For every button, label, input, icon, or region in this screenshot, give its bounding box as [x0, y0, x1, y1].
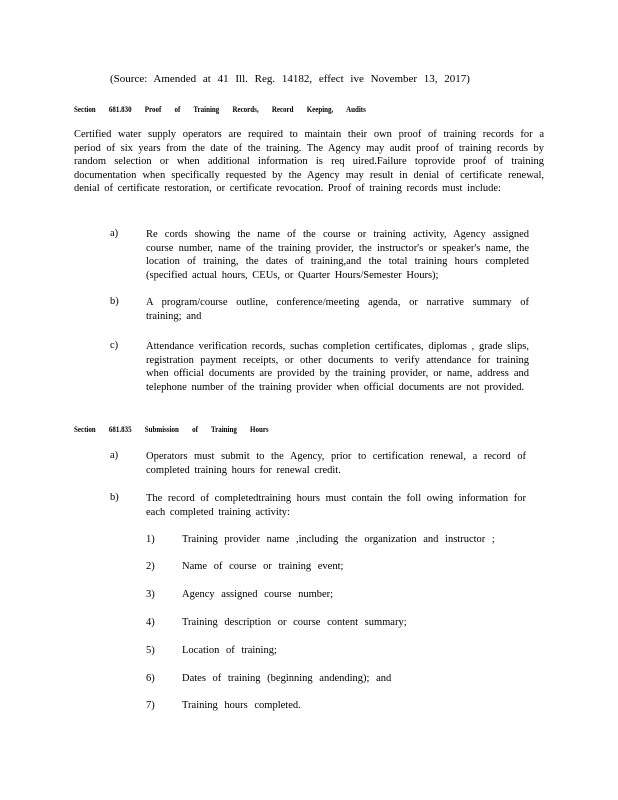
numbered-item-label: 7)	[146, 700, 155, 711]
numbered-item-label: 6)	[146, 673, 155, 684]
numbered-item-text: Name of course or training event;	[182, 561, 344, 572]
numbered-item-text: Training description or course content summary;	[182, 617, 407, 628]
list-item-label: a)	[110, 228, 119, 239]
numbered-item-label: 2)	[146, 561, 155, 572]
numbered-item-text: Dates of training (beginning andending); and	[182, 673, 392, 684]
list-item-label: b)	[110, 492, 119, 503]
list-item-label: c)	[110, 340, 119, 351]
list-item-text: A program/course outline, conference/meeting agenda, or narrative summary of training; and	[146, 297, 529, 322]
numbered-item-text: Training hours completed.	[182, 700, 301, 711]
list-item-text: The record of completedtraining hours must contain the foll owing information for each completed training activity:	[146, 493, 526, 518]
list-item-label: b)	[110, 296, 119, 307]
section-681-830-heading: Section 681.830 Proof of Training Records, Record Keeping, Audits	[74, 104, 366, 114]
numbered-item-text: Location of training;	[182, 645, 277, 656]
numbered-item-label: 4)	[146, 617, 155, 628]
list-item-label: a)	[110, 450, 119, 461]
numbered-item-label: 3)	[146, 589, 155, 600]
numbered-item-label: 1)	[146, 534, 155, 545]
section-681-830-paragraph: Certified water supply operators are required to maintain their own proof of training records for a period of six years from the date of the training. The Agency may audit proof of training records by random selection or when additional information is req uired.Failure toprovide proof of training documentation when specifically requested by the Agency may result in denial of certificate renewal, denial of certificate restoration, or certificate revocation. Proof of training records must include:	[74, 129, 544, 194]
numbered-item-text: Agency assigned course number;	[182, 589, 334, 600]
numbered-item-text: Training provider name ,including the organization and instructor ;	[182, 534, 495, 545]
source-note: (Source: Amended at 41 Ill. Reg. 14182, effect ive November 13, 2017)	[110, 73, 470, 85]
list-item-text: Attendance verification records, suchas completion certificates, diplomas , grade slips, registration payment receipts, or other documents to verify attendance for training when official documents are provided by the training provider, or name, address and telephone number of the training provider when official documents are not provided.	[146, 341, 529, 393]
list-item-text: Re cords showing the name of the course or training activity, Agency assigned course number, name of the training provider, the instructor's or speaker's name, the location of training, the dates of training,and the total training hours completed (specified actual hours, CEUs, or Quarter Hours/Semester Hours);	[146, 229, 529, 281]
list-item-text: Operators must submit to the Agency, prior to certification renewal, a record of completed training hours for renewal credit.	[146, 451, 526, 476]
section-681-835-heading: Section 681.835 Submission of Training Hours	[74, 424, 269, 434]
numbered-item-label: 5)	[146, 645, 155, 656]
